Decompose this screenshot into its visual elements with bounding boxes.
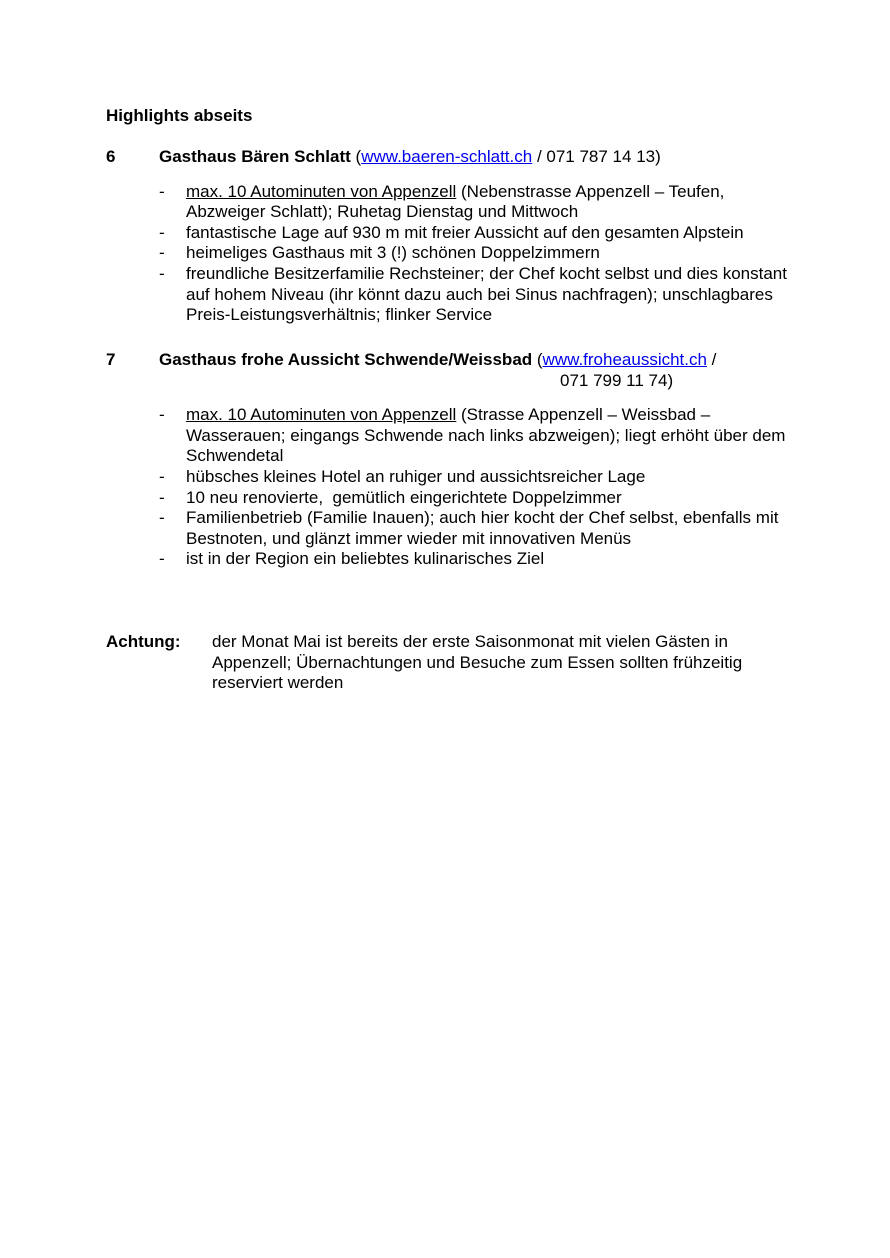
entry-number: 6 [106, 147, 116, 166]
entry-frohe-aussicht [106, 350, 796, 570]
list-item [106, 243, 796, 264]
bullet-text: (Nebenstrasse Appenzell – Teufen, Abzweiger Schlatt); Ruhetag Dienstag und Mittwoch [186, 181, 725, 222]
entry-header [106, 350, 796, 390]
website-link[interactable]: www.baeren-schlatt.ch [361, 147, 533, 166]
phone-text: / 071 787 14 13) [532, 147, 661, 166]
bullet-list [106, 405, 796, 570]
list-item [106, 405, 796, 467]
entry-header [106, 147, 796, 168]
entry-number: 7 [106, 350, 116, 369]
slash-text: / [706, 350, 717, 369]
bullet-text: hübsches kleines Hotel an ruhiger und aussichtsreicher Lage [186, 466, 646, 486]
list-item [106, 264, 796, 326]
bullet-dash: - [159, 222, 165, 242]
notice-text: der Monat Mai ist bereits der erste Saisonmonat mit vielen Gästen in Appenzell; Übernachtungen und Besuche zum Essen sollten frühzeitig reserviert werden [212, 632, 743, 693]
list-item [106, 223, 796, 244]
bullet-text: freundliche Besitzerfamilie Rechsteiner; der Chef kocht selbst und dies konstant auf hohem Niveau (ihr könnt dazu auch bei Sinus nachfragen); unschlagbares Preis-Leistungsverhältnis; flinker Service [186, 263, 787, 325]
entry-title-line [159, 147, 661, 168]
list-item [106, 467, 796, 488]
list-item [106, 488, 796, 509]
bullet-text: fantastische Lage auf 930 m mit freier Aussicht auf den gesamten Alpstein [186, 222, 744, 242]
paren-open: ( [532, 350, 543, 369]
bullet-list [106, 182, 796, 326]
paren-open: ( [355, 147, 362, 166]
bullet-text: heimeliges Gasthaus mit 3 (!) schönen Doppelzimmern [186, 243, 600, 263]
entry-title: Gasthaus frohe Aussicht Schwende/Weissbad [159, 350, 533, 369]
bullet-dash: - [159, 263, 165, 283]
bullet-dash: - [159, 549, 165, 569]
underlined-text: max. 10 Autominuten von Appenzell [186, 181, 457, 201]
bullet-dash: - [159, 181, 165, 201]
list-item [106, 182, 796, 223]
bullet-dash: - [159, 487, 165, 507]
underlined-text: max. 10 Autominuten von Appenzell [186, 405, 457, 425]
phone-text: 071 799 11 74) [560, 370, 674, 390]
notice-label: Achtung: [106, 632, 181, 651]
entry-title-line [159, 350, 716, 371]
bullet-dash: - [159, 466, 165, 486]
bullet-dash: - [159, 508, 165, 528]
website-link[interactable]: www.froheaussicht.ch [542, 350, 707, 369]
entry-baeren-schlatt [106, 147, 796, 326]
bullet-text: (Strasse Appenzell – Weissbad – Wasserauen; eingangs Schwende nach links abzweigen); liegt erhöht über dem Schwendetal [186, 405, 786, 466]
bullet-dash: - [159, 405, 165, 425]
bullet-dash: - [159, 243, 165, 263]
list-item [106, 508, 796, 549]
entry-title: Gasthaus Bären Schlatt [159, 147, 351, 166]
bullet-text: 10 neu renovierte, gemütlich eingerichtete Doppelzimmer [186, 487, 622, 507]
section-heading: Highlights abseits [106, 106, 253, 125]
bullet-text: Familienbetrieb (Familie Inauen); auch hier kocht der Chef selbst, ebenfalls mit Bestnoten, und glänzt immer wieder mit innovativen Menüs [186, 508, 779, 548]
list-item [106, 549, 796, 570]
bullet-text: ist in der Region ein beliebtes kulinarisches Ziel [186, 549, 545, 569]
